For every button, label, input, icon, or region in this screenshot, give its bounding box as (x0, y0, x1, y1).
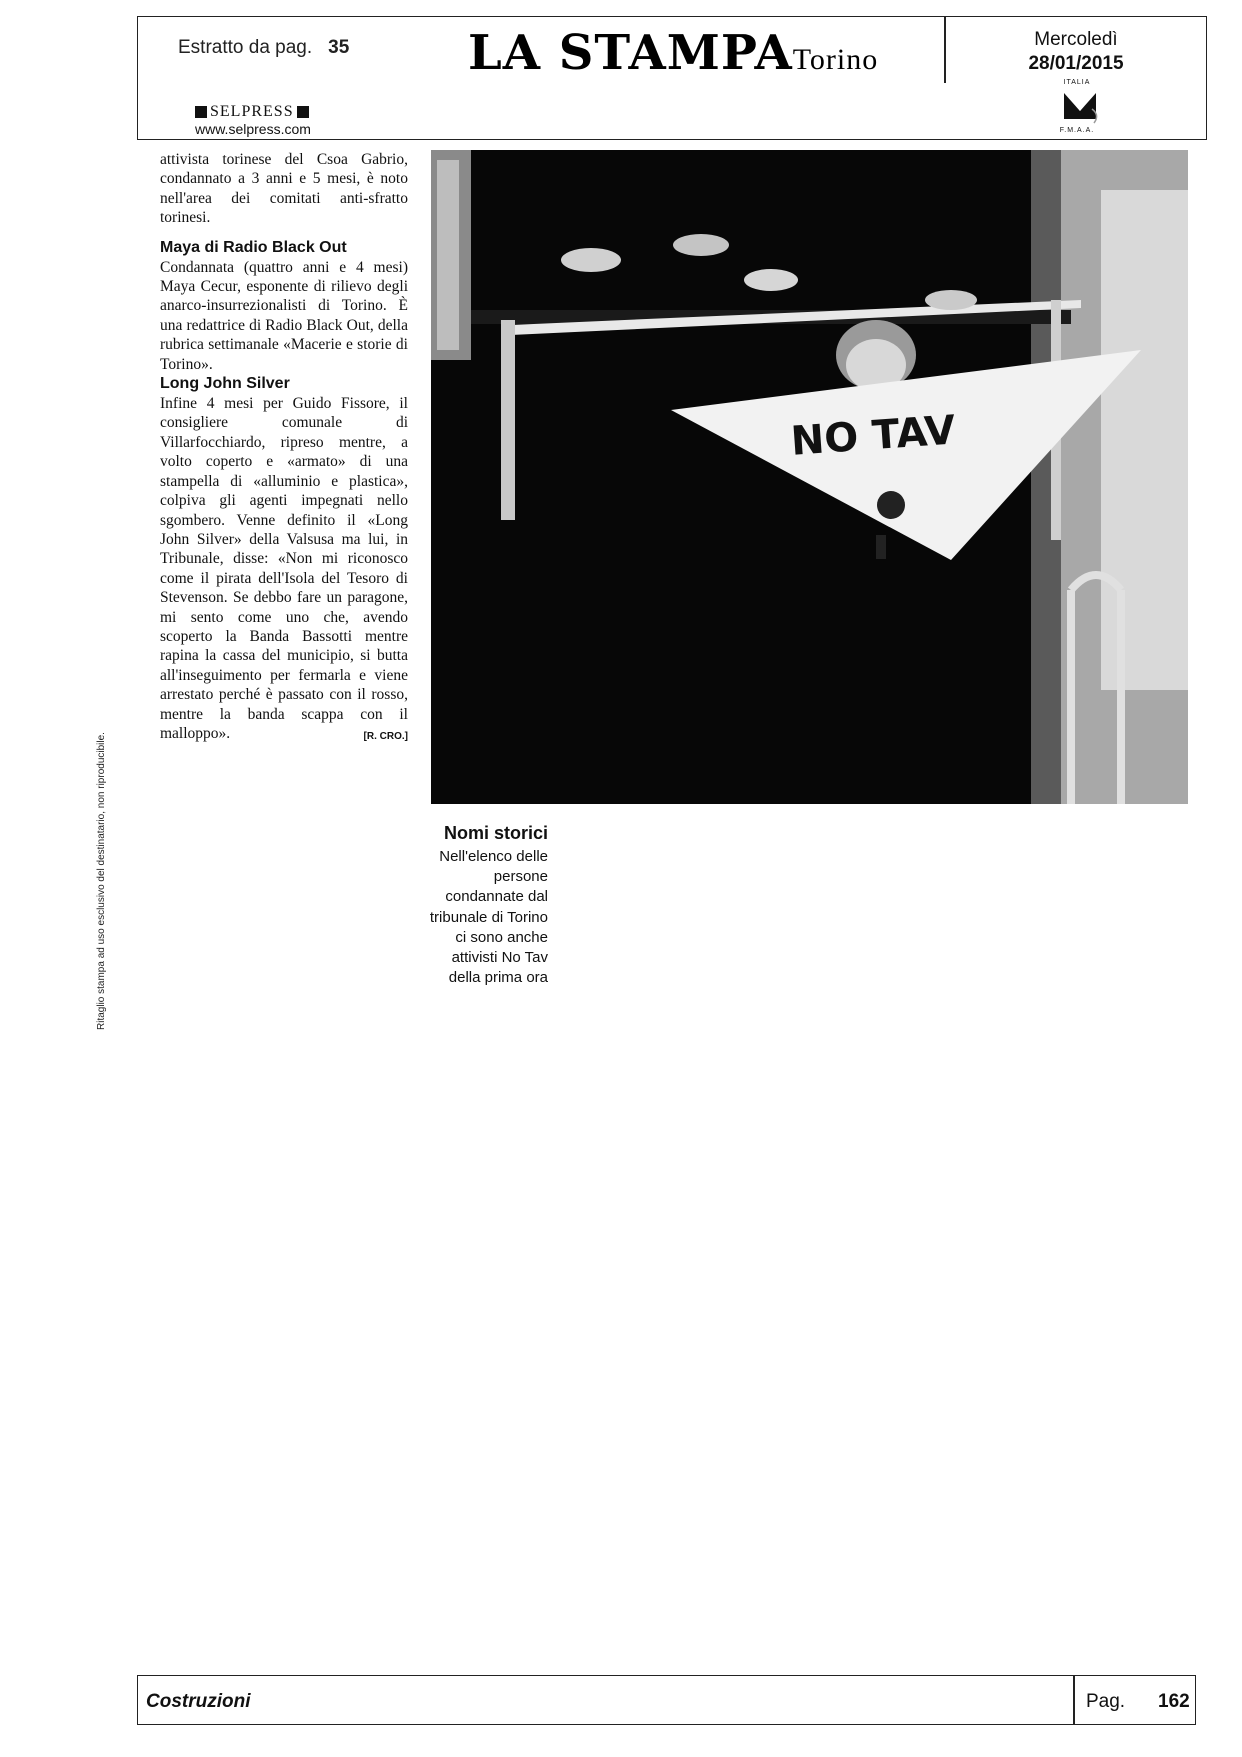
news-photo (431, 150, 1188, 804)
article-signature: [R. CRO.] (363, 730, 408, 742)
page-number: 162 (1158, 1691, 1190, 1712)
section-name: Costruzioni (146, 1691, 251, 1712)
article-paragraph-fissore (160, 394, 408, 743)
header-box (137, 16, 1207, 140)
article-intro: attivista torinese del Csoa Gabrio, condannato a 3 anni e 5 mesi, è noto nell'area dei comitati anti-sfratto torinesi. (160, 151, 408, 227)
masthead (468, 25, 878, 81)
selpress-brand (195, 103, 309, 121)
masthead-city: Torino (792, 43, 879, 76)
copyright-note: Ritaglio stampa ad uso esclusivo del destinatario, non riproducibile. (96, 732, 107, 1030)
subheading-long-john-silver: Long John Silver (160, 375, 290, 393)
square-icon (195, 106, 207, 118)
square-icon (297, 106, 309, 118)
masthead-title: LA STAMPA (468, 25, 793, 81)
selpress-url: www.selpress.com (195, 121, 311, 137)
subheading-maya: Maya di Radio Black Out (160, 238, 347, 256)
footer-divider (1073, 1676, 1075, 1724)
fmaa-logo-icon (1060, 89, 1100, 125)
article-paragraph-maya: Condannata (quattro anni e 4 mesi) Maya Cecur, esponente di rilievo degli anarco-insurrezionalisti di Torino. È una redattrice di Radio Black Out, della rubrica settimanale «Macerie e storie di Torino». (160, 258, 408, 373)
publication-date: 28/01/2015 (1028, 53, 1124, 74)
caption-title: Nomi storici (443, 823, 548, 843)
article-column (160, 150, 408, 746)
footer-box (137, 1675, 1196, 1725)
photo-caption (420, 823, 548, 988)
article-paragraph-fissore-text: Infine 4 mesi per Guido Fissore, il consigliere comunale di Villarfocchiardo, ripreso mentre, a volto coperto e «armato» di una stampella di «alluminio e plastica», colpiva gli agenti impegnati nello sgombero. Venne definito il «Long John Silver» della Valsusa ma lui, in Tribunale, disse: «Non mi riconosco come il pirata dell'Isola del Tesoro di Stevenson. Se debbo fare un paragone, mi sento come uno che, avendo scoperto la Banda Bassotti mentre rapina la cassa del municipio, si butta all'inseguimento per fermarla e viene arrestato perché è passato con il rosso, mentre la banda scappa con il malloppo». (160, 395, 408, 742)
extract-page-number: 35 (328, 37, 350, 58)
photo-banner-text: NO TAV (789, 407, 957, 465)
selpress-name: SELPRESS (210, 103, 294, 120)
caption-text: Nell'elenco delle persone condannate dal tribunale di Torino ci sono anche attivisti No Tav della prima ora (429, 848, 548, 987)
photo-illustration (431, 150, 1188, 804)
logo-top-text: ITALIA (1063, 79, 1091, 86)
publication-day: Mercoledì (1034, 29, 1118, 50)
extract-label (178, 37, 349, 59)
extract-label-text: Estratto da pag. (178, 37, 313, 58)
page-label: Pag. (1086, 1691, 1126, 1712)
logo-bottom-text: F.M.A.A. (1059, 127, 1095, 134)
